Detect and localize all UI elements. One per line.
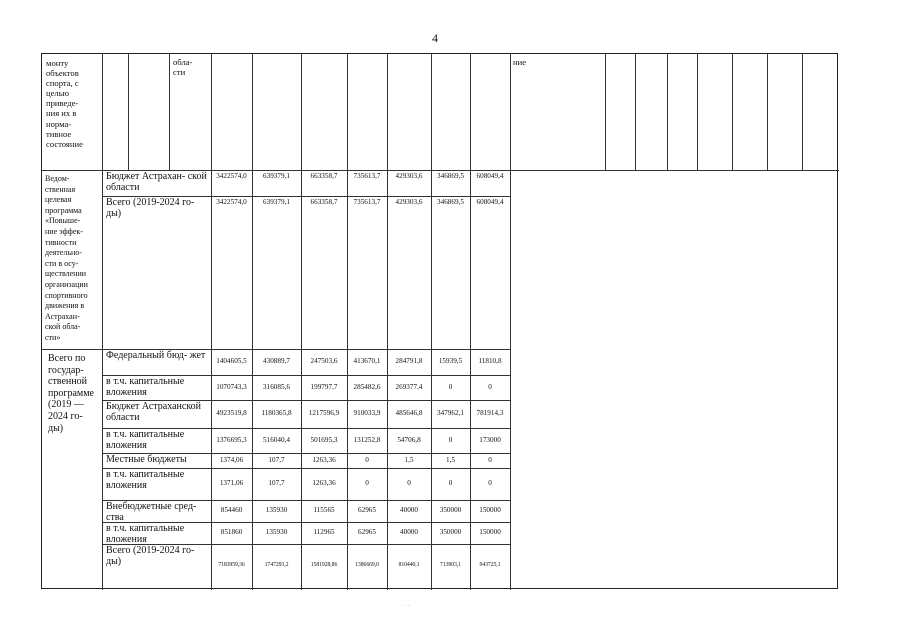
cell-value: 1374,06 [219,456,244,464]
cell-value: 485646,8 [395,409,423,417]
col-line [102,54,103,590]
cell-value: 346869,5 [437,172,464,180]
cell-value: 1386669,0 [355,562,379,568]
col-line [635,54,636,170]
cell-value: 608049,4 [476,198,504,206]
cell-value: 0 [365,479,369,487]
cell-value: 810440,1 [398,562,420,568]
cell-value: 40000 [400,528,418,536]
cell-value: 247503,6 [310,357,338,365]
funding-source: в т.ч. капитальные вложения [106,469,185,491]
funding-source: в т.ч. капитальные вложения [106,523,185,545]
funding-source: в т.ч. капитальные вложения [106,429,185,451]
page-number: 4 [432,31,438,45]
cell-value: 112965 [313,528,335,536]
cell-value: 316085,6 [263,383,290,391]
cell-value: 1404605,5 [216,357,247,365]
cell-value: 0 [448,436,453,444]
col-line [169,54,170,170]
cell-value: 735613,7 [353,198,381,206]
col-line [667,54,668,170]
cell-value: 1180365,8 [261,409,292,417]
region-fragment: обла- сти [173,57,193,78]
right-fragment: ние [513,57,527,67]
cell-value: 1070743,3 [216,383,247,391]
col-line [605,54,606,170]
cell-value: 135930 [265,528,288,536]
cell-value: 107,7 [268,456,285,464]
cell-value: 429303,6 [395,172,423,180]
cell-value: 107,7 [268,479,285,487]
cell-value: 639379,1 [263,172,290,180]
funding-source: Бюджет Астрахан- ской области [106,171,207,193]
cell-value: 0 [488,479,492,487]
cell-value: 15939,5 [438,357,463,365]
cell-value: 413670,1 [353,357,381,365]
cell-value: 0 [488,456,492,464]
cell-value: 639379,1 [263,198,290,206]
cell-value: 781914,3 [476,409,504,417]
cell-value: 501695,3 [310,436,338,444]
cell-value: 3422574,0 [216,198,247,206]
cell-value: 7183959,36 [218,562,245,568]
col-line [732,54,733,170]
funding-source: Местные бюджеты [106,454,187,465]
cell-value: 0 [407,479,411,487]
cell-value: 62965 [358,528,376,536]
cell-value: 3422574,0 [216,172,247,180]
cell-value: 350000 [439,506,462,514]
cell-value: 1747293,2 [264,562,289,568]
cell-value: 346869,5 [437,198,464,206]
cell-value: 735613,7 [353,172,381,180]
cell-value: 284791,8 [395,357,423,365]
col-line [697,54,698,170]
cell-value: 663358,7 [310,198,338,206]
cell-value: 0 [488,383,492,391]
cell-value: 1,5 [446,456,455,464]
cell-value: 54706,8 [397,436,421,444]
funding-source: Федеральный бюд- жет [106,350,206,361]
cell-value: 0 [365,456,369,464]
cell-value: 40000 [400,506,418,514]
cell-value: 1371,06 [219,479,244,487]
scan-specks: . . [405,602,410,608]
cell-value: 910033,9 [353,409,381,417]
col-line [767,54,768,170]
cell-value: 1217596,9 [308,409,340,417]
funding-source: Внебюджетные сред- ства [106,501,197,523]
cell-value: 854460 [220,506,243,514]
cell-value: 1376695,3 [216,436,247,444]
funding-source: Бюджет Астраханской области [106,401,202,423]
cell-value: 135930 [265,506,288,514]
cell-value: 199797,7 [310,383,338,391]
cell-value: 516040,4 [263,436,290,444]
funding-source: Всего (2019-2024 го- ды) [106,197,195,219]
cell-value: 0 [448,383,453,391]
total-label: Всего по государ- ственной программе (2019 — 2024 го- ды) [48,353,94,434]
cell-value: 350000 [439,528,462,536]
event-label: монту объектов спорта, с целью приведе- ния их в норма- тивное состояние [46,58,83,149]
cell-value: 4923519,8 [216,409,247,417]
budget-table [41,53,838,589]
cell-value: 663358,7 [310,172,338,180]
cell-value: 347962,1 [437,409,464,417]
cell-value: 1263,36 [312,479,336,487]
cell-value: 62965 [358,506,376,514]
cell-value: 173000 [479,436,501,444]
cell-value: 943725,1 [479,562,501,568]
col-line [802,54,803,170]
cell-value: 11810,8 [478,357,502,365]
cell-value: 150000 [479,528,501,536]
col-line [128,54,129,170]
cell-value: 131252,8 [353,436,381,444]
cell-value: 608049,4 [476,172,504,180]
cell-value: 1263,36 [312,456,336,464]
cell-value: 1581928,86 [310,562,338,568]
col-line [510,54,511,590]
cell-value: 0 [448,479,453,487]
vedomstvennaya-label: Ведом- ственная целевая программа «Повыше- ние эффек- тивности деятельно- сти в осу- ществлении организации спортивного движения в Астрахан- ской обла- сти» [45,174,88,342]
cell-value: 285482,6 [353,383,381,391]
cell-value: 713903,1 [440,562,461,568]
cell-value: 1,5 [404,456,414,464]
funding-source: Всего (2019-2024 го- ды) [106,545,195,567]
cell-value: 429303,6 [395,198,423,206]
cell-value: 851860 [220,528,243,536]
cell-value: 150000 [479,506,501,514]
funding-source: в т.ч. капитальные вложения [106,376,185,398]
cell-value: 430889,7 [263,357,290,365]
cell-value: 269377,4 [395,383,423,391]
cell-value: 115565 [313,506,335,514]
